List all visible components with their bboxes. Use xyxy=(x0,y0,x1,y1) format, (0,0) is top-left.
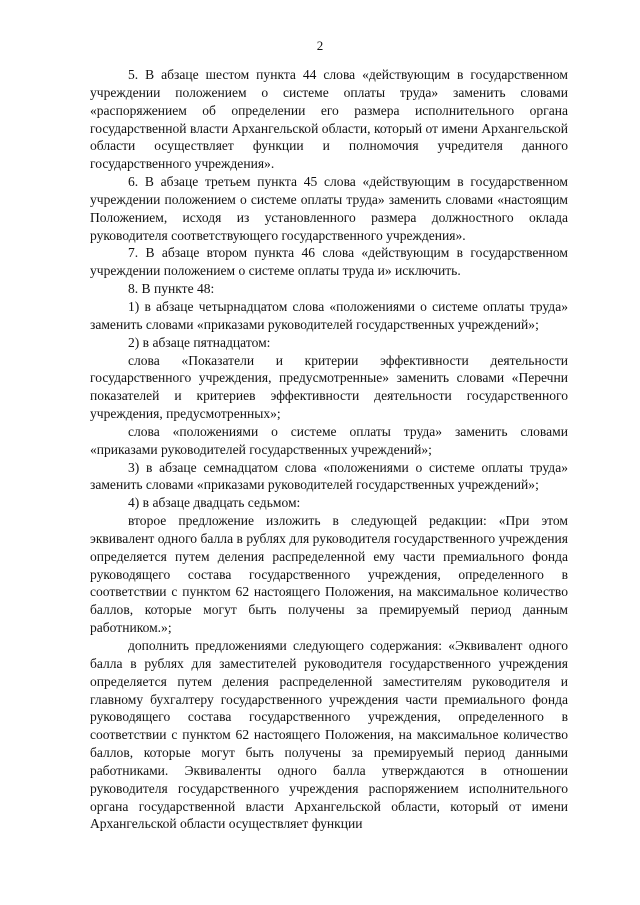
paragraph-subitem-4-part-2: дополнить предложениями следующего содержания: «Эквивалент одного балла в рублях для заместителей руководителя государственного учреждения определяется путем деления распределенной заместителям руководителя и главному бухгалтеру государственного учреждения части премиального фонда руководящего состава государственного учреждения, определенного в соответствии с пунктом 62 настоящего Положения, на максимальное количество баллов, которые могут быть получены за премируемый период данными работниками. Эквиваленты одного балла утверждаются в отношении руководителя государственного учреждения распоряжением исполнительного органа государственной власти Архангельской области, который от имени Архангельской области осуществляет функции xyxy=(90,638,568,832)
paragraph-subitem-2-heading: 2) в абзаце пятнадцатом: xyxy=(128,334,271,350)
paragraph-subitem-2-part-2: слова «положениями о системе оплаты труда» заменить словами «приказами руководителей государственных учреждений»; xyxy=(90,423,568,457)
page-number: 2 xyxy=(316,38,324,53)
paragraph-item-7: 7. В абзаце втором пункта 46 слова «действующим в государственном учреждении положением о системе оплаты труда и» исключить. xyxy=(90,245,568,279)
paragraph-subitem-3: 3) в абзаце семнадцатом слова «положениями о системе оплаты труда» заменить словами «приказами руководителей государственных учреждений»; xyxy=(90,459,568,493)
paragraph-subitem-4-heading: 4) в абзаце двадцать седьмом: xyxy=(128,495,301,511)
paragraph-subitem-1: 1) в абзаце четырнадцатом слова «положениями о системе оплаты труда» заменить словами «приказами руководителей государственных учреждений»; xyxy=(90,298,568,332)
paragraph-item-5: 5. В абзаце шестом пункта 44 слова «действующим в государственном учреждении положением о системе оплаты труда» заменить словами «распоряжением об определении его размера исполнительного органа государственной власти Архангельской области, который от имени Архангельской области осуществляет функции и полномочия учредителя данного государственного учреждения». xyxy=(90,67,568,172)
paragraph-subitem-4-part-1: второе предложение изложить в следующей редакции: «При этом эквивалент одного балла в рублях для руководителя государственного учреждения определяется путем деления распределенной ему части премиального фонда руководящего состава государственного учреждения, определенного в соответствии с пунктом 62 настоящего Положения, на максимальное количество баллов, которые могут быть получены за премируемый период данным работником.»; xyxy=(90,513,568,636)
paragraph-item-8-heading: 8. В пункте 48: xyxy=(128,281,215,297)
paragraph-subitem-2-part-1: слова «Показатели и критерии эффективности деятельности государственного учреждения, предусмотренные» заменить словами «Перечни показателей и критериев эффективности деятельности государственного учреждения, предусмотренных»; xyxy=(90,352,568,422)
document-body xyxy=(90,66,568,833)
paragraph-item-6: 6. В абзаце третьем пункта 45 слова «действующим в государственном учреждении положением о системе оплаты труда» заменить словами «настоящим Положением, исходя из установленного размера должностного оклада руководителя соответствующего государственного учреждения». xyxy=(90,174,568,243)
